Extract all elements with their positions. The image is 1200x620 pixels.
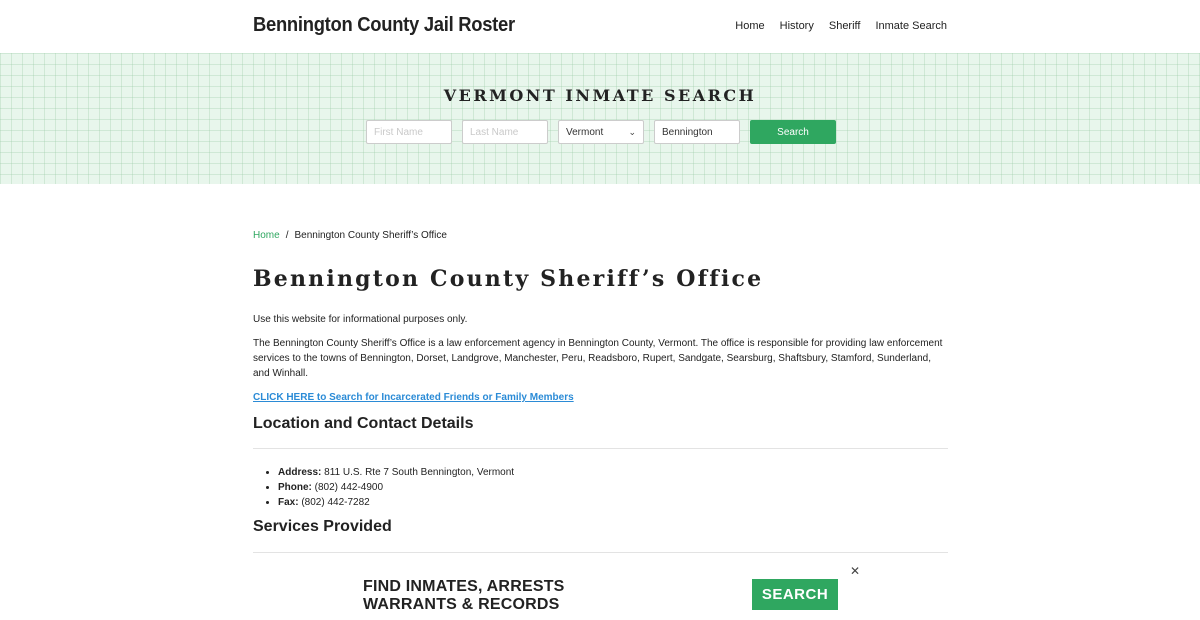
address-item <box>278 465 514 480</box>
ad-line-1: FIND INMATES, ARRESTS <box>363 578 565 595</box>
state-select[interactable] <box>558 120 644 144</box>
divider <box>253 448 948 449</box>
ad-banner <box>253 561 863 620</box>
breadcrumb-current: Bennington County Sheriff’s Office <box>294 230 447 241</box>
state-select-value: Vermont <box>566 126 604 138</box>
fax-value: (802) 442-7282 <box>298 497 370 508</box>
last-name-input[interactable] <box>462 120 548 144</box>
inmate-search-form <box>366 120 836 144</box>
breadcrumb-home-link[interactable]: Home <box>253 230 280 241</box>
main-nav <box>735 20 947 32</box>
fax-item <box>278 495 514 510</box>
office-description: The Bennington County Sheriff’s Office is a law enforcement agency in Bennington County, Vermont. The office is responsible for providing law enforcement services to the towns of Bennington, Dorset, Landgrove, Manchester, Peru, Readsboro, Rupert, Sandgate, Searsburg, Shaftsbury, Stamford, Sunderland, and Winhall. <box>253 338 943 379</box>
search-incarcerated-link[interactable]: CLICK HERE to Search for Incarcerated Friends or Family Members <box>253 392 574 403</box>
search-hero <box>0 53 1200 184</box>
nav-history[interactable]: History <box>779 20 814 32</box>
nav-inmate-search[interactable]: Inmate Search <box>875 20 947 32</box>
address-value: 811 U.S. Rte 7 South Bennington, Vermont <box>321 467 515 478</box>
ad-headline <box>363 578 565 614</box>
breadcrumb <box>253 230 447 241</box>
phone-label: Phone: <box>278 482 312 493</box>
first-name-input[interactable] <box>366 120 452 144</box>
services-heading: Services Provided <box>253 518 392 535</box>
search-button[interactable]: Search <box>750 120 836 144</box>
top-header <box>0 0 1200 53</box>
page-title: Bennington County Sheriff’s Office <box>253 266 764 292</box>
ad-line-2: WARRANTS & RECORDS <box>363 596 560 613</box>
phone-item <box>278 480 514 495</box>
site-title[interactable]: Bennington County Jail Roster <box>253 14 515 36</box>
hero-title: VERMONT INMATE SEARCH <box>443 86 757 105</box>
county-input[interactable] <box>654 120 740 144</box>
location-heading: Location and Contact Details <box>253 415 474 432</box>
county-input-value: Bennington <box>662 126 713 138</box>
divider <box>253 552 948 553</box>
intro-text: Use this website for informational purposes only. <box>253 314 468 325</box>
address-label: Address: <box>278 467 322 478</box>
phone-value: (802) 442-4900 <box>311 482 384 493</box>
contact-details-list <box>278 465 514 510</box>
chevron-down-icon: ⌄ <box>628 126 636 137</box>
ad-search-button[interactable]: SEARCH <box>752 579 838 610</box>
nav-home[interactable]: Home <box>735 20 765 32</box>
fax-label: Fax: <box>278 497 299 508</box>
breadcrumb-separator: / <box>285 230 289 241</box>
nav-sheriff[interactable]: Sheriff <box>828 20 861 32</box>
close-icon[interactable]: ✕ <box>850 564 861 578</box>
